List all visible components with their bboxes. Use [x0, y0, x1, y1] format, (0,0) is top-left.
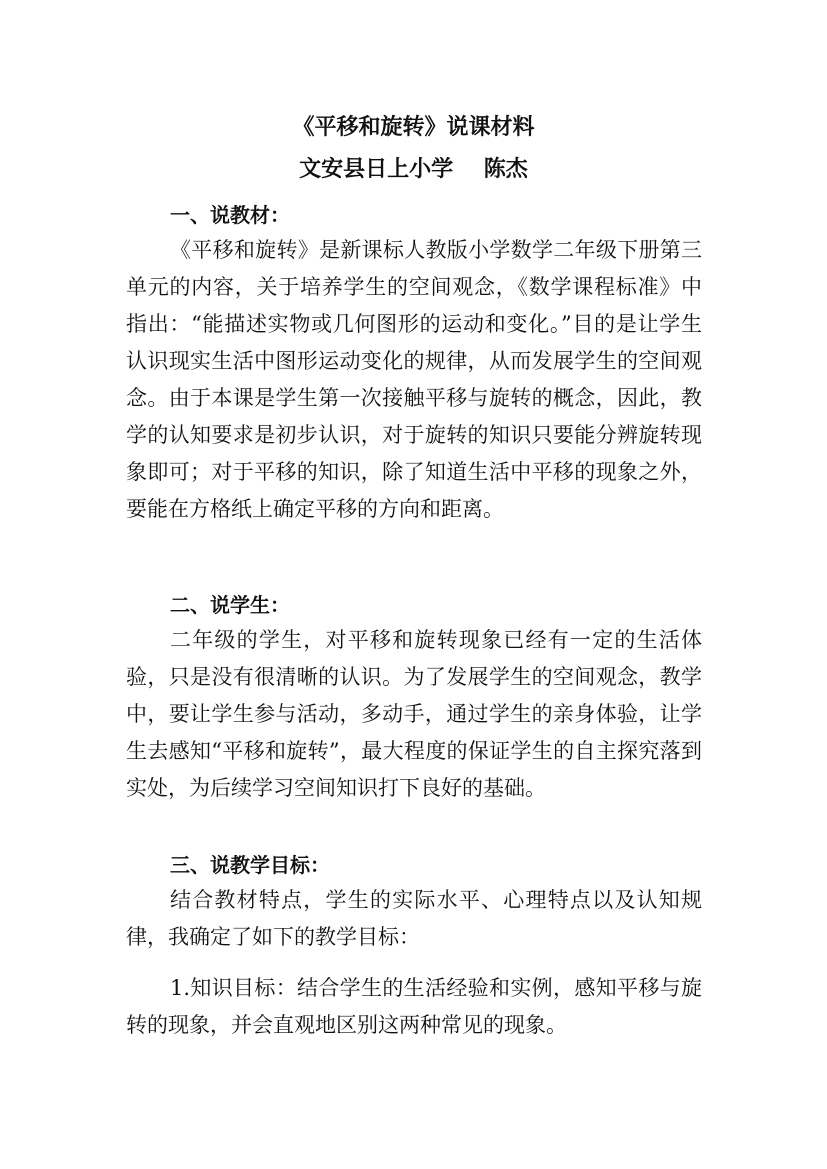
author-line: 文安县日上小学 陈杰	[299, 156, 528, 182]
section-paragraph: 结合教材特点，学生的实际水平、心理特点以及认知规律，我确定了如下的教学目标：	[126, 888, 702, 949]
section-paragraph: 《平移和旋转》是新课标人教版小学数学二年级下册第三单元的内容，关于培养学生的空间观念，《数学课程标准》中指出：“能描述实物或几何图形的运动和变化。”目的是让学生认识现实生活中图形运动变化的规律，从而发展学生的空间观念。由于本课是学生第一次接触平移与旋转的概念，因此，教学的认知要求是初步认识，对于旋转的知识只要能分辨旋转现象即可；对于平移的知识，除了知道生活中平移的现象之外，要能在方格纸上确定平移的方向和距离。	[126, 238, 702, 521]
section-heading-objectives: 三、说教学目标：	[170, 853, 330, 877]
section-paragraph: 二年级的学生，对平移和旋转现象已经有一定的生活体验，只是没有很清晰的认识。为了发展学生的空间观念，教学中，要让学生参与活动，多动手，通过学生的亲身体验，让学生去感知“平移和旋转”，最大程度的保证学生的自主探究落到实处，为后续学习空间知识打下良好的基础。	[126, 628, 702, 800]
document-title: 《平移和旋转》说课材料	[292, 114, 535, 140]
section-paragraph: 1.知识目标：结合学生的生活经验和实例，感知平移与旋转的现象，并会直观地区别这两种常见的现象。	[126, 976, 702, 1037]
section-heading-students: 二、说学生：	[170, 593, 290, 617]
section-heading-textbook: 一、说教材：	[170, 203, 290, 227]
